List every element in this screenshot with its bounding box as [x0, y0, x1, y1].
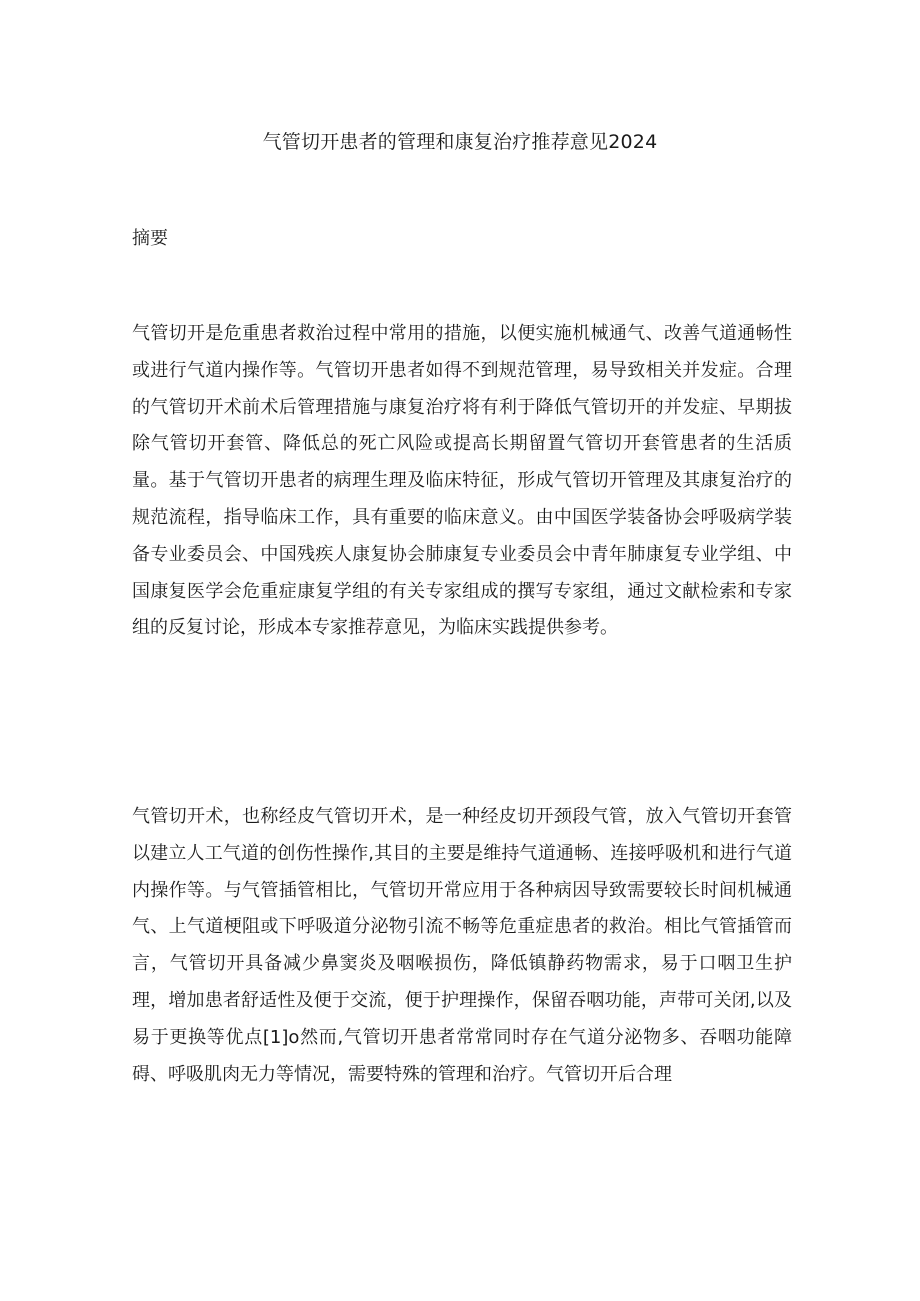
body-paragraph: 气管切开术，也称经皮气管切开术，是一种经皮切开颈段气管，放入气管切开套管以建立人工气道的创伤性操作,其目的主要是维持气道通畅、连接呼吸机和进行气道内操作等。与气管插管相比，气管切开常应用于各种病因导致需要较长时间机械通气、上气道梗阻或下呼吸道分泌物引流不畅等危重症患者的救治。相比气管插管而言，气管切开具备减少鼻窦炎及咽喉损伤，降低镇静药物需求，易于口咽卫生护理，增加患者舒适性及便于交流，便于护理操作，保留吞咽功能，声带可关闭,以及易于更换等优点[1]o然而,气管切开患者常常同时存在气道分泌物多、吞咽功能障碍、呼吸肌肉无力等情况，需要特殊的管理和治疗。气管切开后合理 [132, 806, 792, 1085]
abstract-paragraph: 气管切开是危重患者救治过程中常用的措施，以便实施机械通气、改善气道通畅性或进行气道内操作等。气管切开患者如得不到规范管理，易导致相关并发症。合理的气管切开术前术后管理措施与康复治疗将有利于降低气管切开的并发症、早期拔除气管切开套管、降低总的死亡风险或提高长期留置气管切开套管患者的生活质量。基于气管切开患者的病理生理及临床特征，形成气管切开管理及其康复治疗的规范流程，指导临床工作，具有重要的临床意义。由中国医学装备协会呼吸病学装备专业委员会、中国残疾人康复协会肺康复专业委员会中青年肺康复专业学组、中国康复医学会危重症康复学组的有关专家组成的撰写专家组，通过文献检索和专家组的反复讨论，形成本专家推荐意见，为临床实践提供参考。 [132, 323, 792, 639]
document-title: 气管切开患者的管理和康复治疗推荐意见2024 [262, 131, 658, 153]
abstract-heading: 摘要 [132, 228, 168, 249]
